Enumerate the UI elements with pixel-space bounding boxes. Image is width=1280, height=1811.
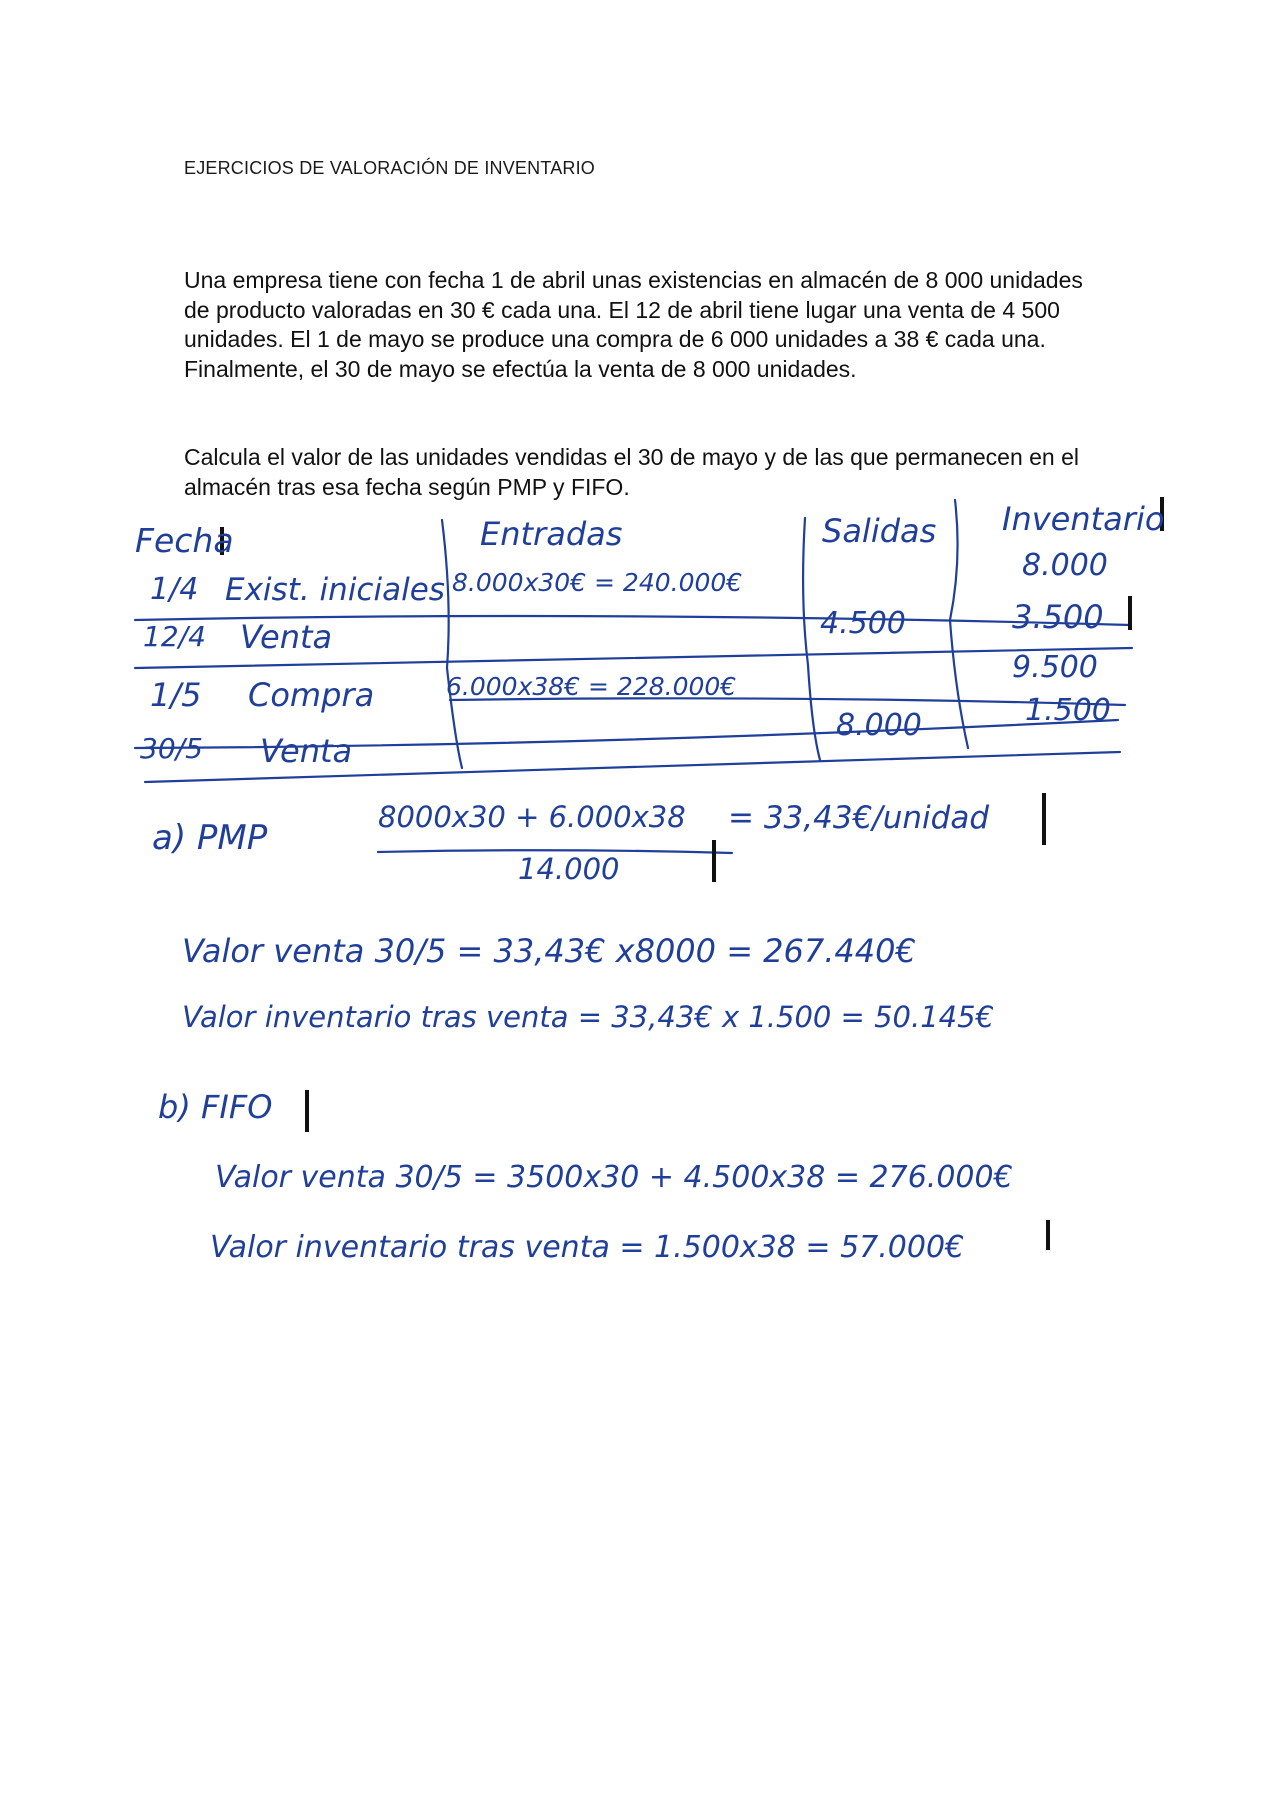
ink-mark [712,840,716,882]
exercise-question: Calcula el valor de las unidades vendidas el 30 de mayo y de las que permanecen en el almacén tras esa fecha según PMP y FIFO. [184,444,1080,500]
pmp-numerator: 8000x30 + 6.000x38 [378,800,686,834]
header-inventario: Inventario [1002,500,1165,538]
row2-date: 12/4 [143,620,206,653]
row3-date: 1/5 [150,676,202,714]
row4-concept: Venta [260,732,353,770]
header-entradas: Entradas [480,515,623,553]
ink-mark [1042,793,1046,845]
row3-entradas: 6.000x38€ = 228.000€ [446,672,737,701]
fifo-label: b) FIFO [158,1088,273,1126]
fifo-valor-venta: Valor venta 30/5 = 3500x30 + 4.500x38 = 276.000€ [215,1160,1013,1195]
row1-concept: Exist. iniciales [225,572,445,608]
salidas-column-line [803,518,820,760]
entradas-column-line [442,520,462,768]
row4-date: 30/5 [140,732,203,765]
header-salidas: Salidas [822,512,937,550]
fifo-valor-inventario: Valor inventario tras venta = 1.500x38 = 57.000€ [210,1230,965,1265]
row1-inventario: 8.000 [1022,548,1108,583]
exercise-statement: Una empresa tiene con fecha 1 de abril unas existencias en almacén de 8 000 unidades de producto valoradas en 30 € cada una. El 12 de abril tiene lugar una venta de 4 500 unidades. El 1 de mayo se produce una compra de 6 000 unidades a 38 € cada una. Finalmente, el 30 de mayo se efectúa la venta de 8 000 unidades. [184,267,1083,382]
row3-inventario: 9.500 [1012,650,1098,685]
row2-salidas: 4.500 [820,606,906,641]
ink-mark [1046,1220,1050,1250]
row3-concept: Compra [248,676,375,714]
pmp-result: = 33,43€/unidad [728,800,990,836]
row1-date: 1/4 [150,572,199,607]
row1-entradas: 8.000x30€ = 240.000€ [452,568,743,597]
ink-mark [1128,596,1132,630]
pmp-denominator: 14.000 [518,852,620,886]
row4-salidas: 8.000 [836,708,922,743]
document-heading: EJERCICIOS DE VALORACIÓN DE INVENTARIO [184,158,596,178]
ink-mark [305,1090,309,1132]
row4-inventario: 1.500 [1025,693,1111,728]
pmp-valor-inventario: Valor inventario tras venta = 33,43€ x 1.500 = 50.145€ [182,1000,994,1034]
row2-concept: Venta [240,618,333,656]
header-fecha: Fecha [135,521,234,560]
row2-inventario: 3.500 [1012,598,1104,636]
pmp-label: a) PMP [152,818,268,858]
pmp-valor-venta: Valor venta 30/5 = 33,43€ x8000 = 267.440€ [182,932,916,970]
inventario-column-line [950,500,968,748]
